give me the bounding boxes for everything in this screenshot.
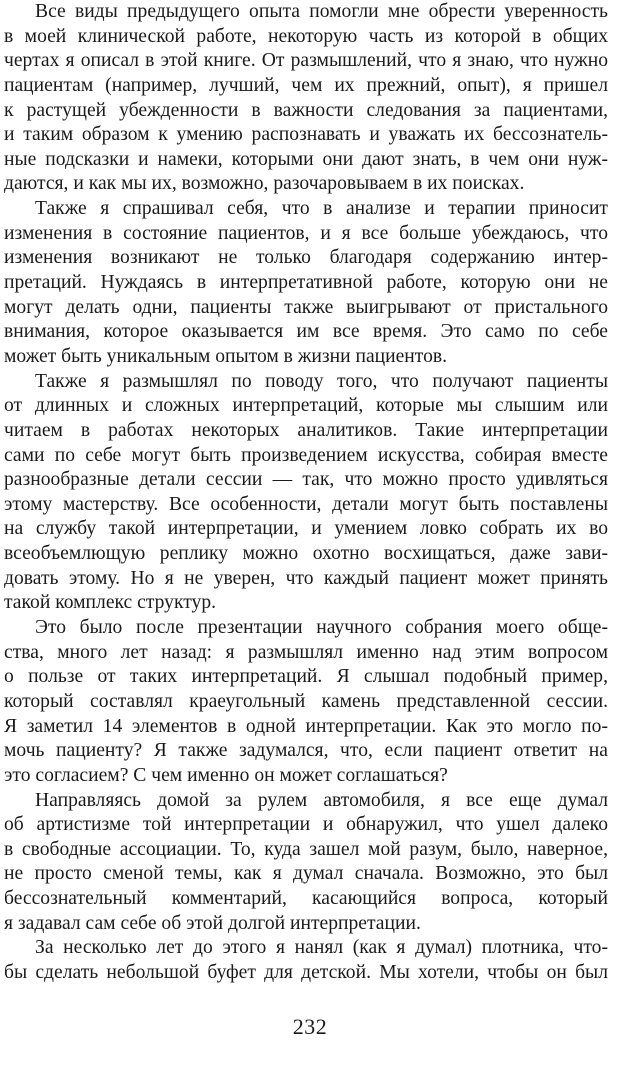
text-line: даются, и как мы их, возможно, разочаровываем в их поисках. — [4, 173, 525, 195]
paragraph — [4, 936, 608, 985]
text-line: довать этому. Но я не уверен, что каждый пациент может принять — [4, 567, 608, 589]
paragraph — [4, 0, 608, 197]
text-line: чертах я описал в этой книге. От размышлений, что я знаю, что нужно — [4, 50, 608, 72]
text-line: Направляясь домой за рулем автомобиля, я все еще думал — [35, 789, 608, 811]
text-line: я задавал сам себе об этой долгой интерпретации. — [4, 912, 421, 934]
paragraph — [4, 370, 608, 616]
body-text — [4, 0, 608, 986]
text-line: сами по себе могут быть произведением искусства, собирая вместе — [4, 444, 608, 466]
text-line: Это было после презентации научного собрания моего обще- — [35, 617, 608, 639]
text-line: читаем в работах некоторых аналитиков. Такие интерпретации — [4, 419, 608, 441]
page-number: 232 — [292, 1014, 328, 1039]
paragraph — [4, 789, 608, 937]
text-line: этому мастерству. Все особенности, детали могут быть поставлены — [4, 493, 608, 515]
text-line: в свободные ассоциации. То, куда зашел мой разум, было, наверное, — [4, 838, 608, 860]
text-line: претаций. Нуждаясь в интерпретативной работе, которую они не — [4, 272, 608, 294]
text-line: который составлял краеугольный камень представленной сессии. — [4, 690, 608, 712]
text-line: За несколько лет до этого я нанял (как я думал) плотника, что- — [35, 937, 608, 959]
text-line: изменения в состояние пациентов, и я все больше убеждаюсь, что — [4, 222, 608, 244]
text-line: изменения возникают не только благодаря содержанию интер- — [4, 247, 608, 269]
text-line: от длинных и сложных интерпретаций, которые мы слышим или — [4, 395, 608, 417]
text-line: о пользе от таких интерпретаций. Я слышал подобный пример, — [4, 666, 608, 688]
text-line: Все виды предыдущего опыта помогли мне обрести уверенность — [35, 1, 608, 22]
text-line: Также я размышлял по поводу того, что получают пациенты — [35, 370, 608, 392]
text-line: ства, много лет назад: я размышлял именно над этим вопросом — [4, 641, 608, 663]
text-line: бы сделать небольшой буфет для детской. Мы хотели, чтобы он был — [4, 961, 608, 983]
text-line: могут делать одни, пациенты также выигрывают от пристального — [4, 296, 608, 318]
text-line: внимания, которое оказывается им все время. Это само по себе — [4, 321, 608, 343]
text-line: и таким образом к умению распознавать и уважать их бессознатель- — [4, 124, 608, 146]
text-line: Также я спрашивал себя, что в анализе и терапии приносит — [35, 198, 608, 220]
text-line: к растущей убежденности в важности следования за пациентами, — [4, 99, 608, 121]
text-line: на службу такой интерпретации, и умением ловко собрать их во — [4, 518, 608, 540]
text-line: Я заметил 14 элементов в одной интерпретации. Как это могло по- — [4, 715, 608, 737]
text-line: пациентам (например, лучший, чем их прежний, опыт), я пришел — [4, 74, 608, 96]
text-line: об артистизме той интерпретации и обнаружил, что ушел далеко — [4, 814, 608, 836]
text-line: это согласием? С чем именно он может соглашаться? — [4, 764, 448, 786]
text-line: в моей клинической работе, некоторую часть из которой в общих — [4, 25, 608, 47]
text-line: не просто сменой темы, как я думал сначала. Возможно, это был — [4, 863, 608, 885]
text-line: такой комплекс структур. — [4, 592, 217, 614]
text-line: ные подсказки и намеки, которыми они дают знать, в чем они нуж- — [4, 148, 608, 170]
text-line: мочь пациенту? Я также задумался, что, если пациент ответит на — [4, 740, 608, 762]
text-line: разнообразные детали сессии — так, что можно просто удивляться — [4, 469, 608, 491]
text-line: может быть уникальным опытом в жизни пациентов. — [4, 345, 448, 367]
paragraph — [4, 616, 608, 788]
text-line: всеобъемлющую реплику можно охотно восхищаться, даже зави- — [4, 543, 608, 565]
paragraph — [4, 197, 608, 369]
text-line: бессознательный комментарий, касающийся вопроса, который — [4, 888, 608, 910]
